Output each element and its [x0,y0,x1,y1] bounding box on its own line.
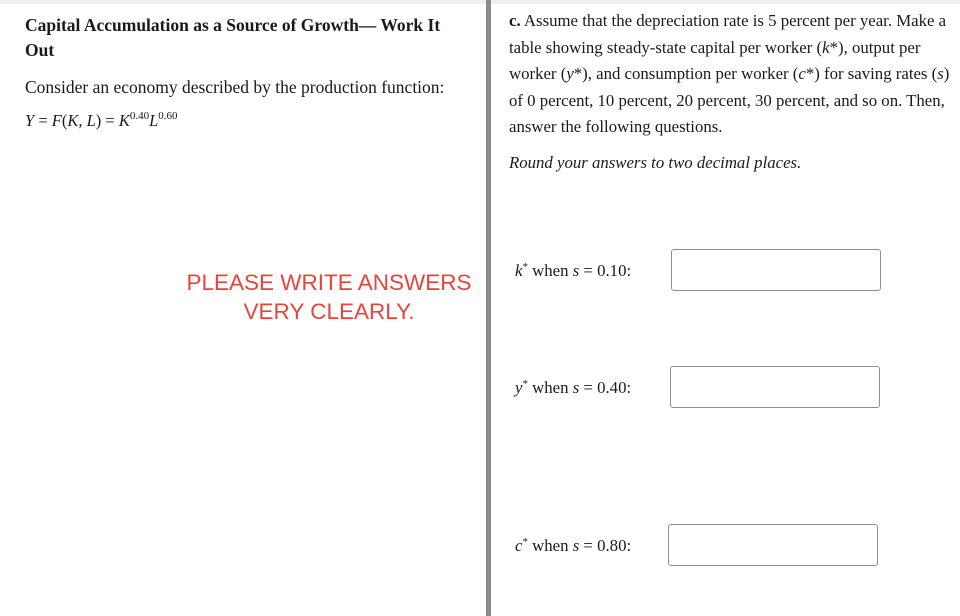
question-pane [491,0,960,616]
answer-row-y [509,366,959,410]
labor-exponent: 0.60 [158,110,178,122]
capital-exponent: 0.40 [129,110,150,122]
problem-title: Capital Accumulation as a Source of Growth— Work It Out [25,15,441,60]
answer-label-k: k* when s = 0.10: [515,261,632,280]
answer-notice [170,268,488,326]
part-label: c. [509,11,521,30]
question-text: c. Assume that the depreciation rate is 5 percent per year. Make a table showing steady-state capital per worker (k*), output per worker (y*), and consumption per worker (c*) for saving rates (s) of 0 percent, 10 percent, 20 percent, 30 percent, and so on. Then, answer the following questions. [509,11,950,137]
answer-notice-line-2: VERY CLEARLY. [243,299,415,324]
problem-intro: Consider an economy described by the production function: [25,77,445,97]
answer-label-y: y* when s = 0.40: [515,378,632,397]
formula-arguments: K, L [67,111,96,130]
formula-labor: L [149,111,159,130]
c-star-input[interactable] [668,524,878,566]
formula-output-var: Y [25,111,35,130]
answer-row-c [509,524,959,568]
formula-capital: K [118,111,130,130]
production-function: Y = F(K, $L) = K^{0.40}L^{0.60}$ [25,110,178,130]
k-star-input[interactable] [671,249,881,291]
rounding-instruction: Round your answers to two decimal places. [509,153,802,172]
answer-notice-line-1: PLEASE WRITE ANSWERS [186,270,472,295]
answer-label-c: c* when s = 0.80: [515,536,632,555]
y-star-input[interactable] [670,366,880,408]
answer-row-k [509,249,959,293]
formula-function-name: F [51,111,62,130]
